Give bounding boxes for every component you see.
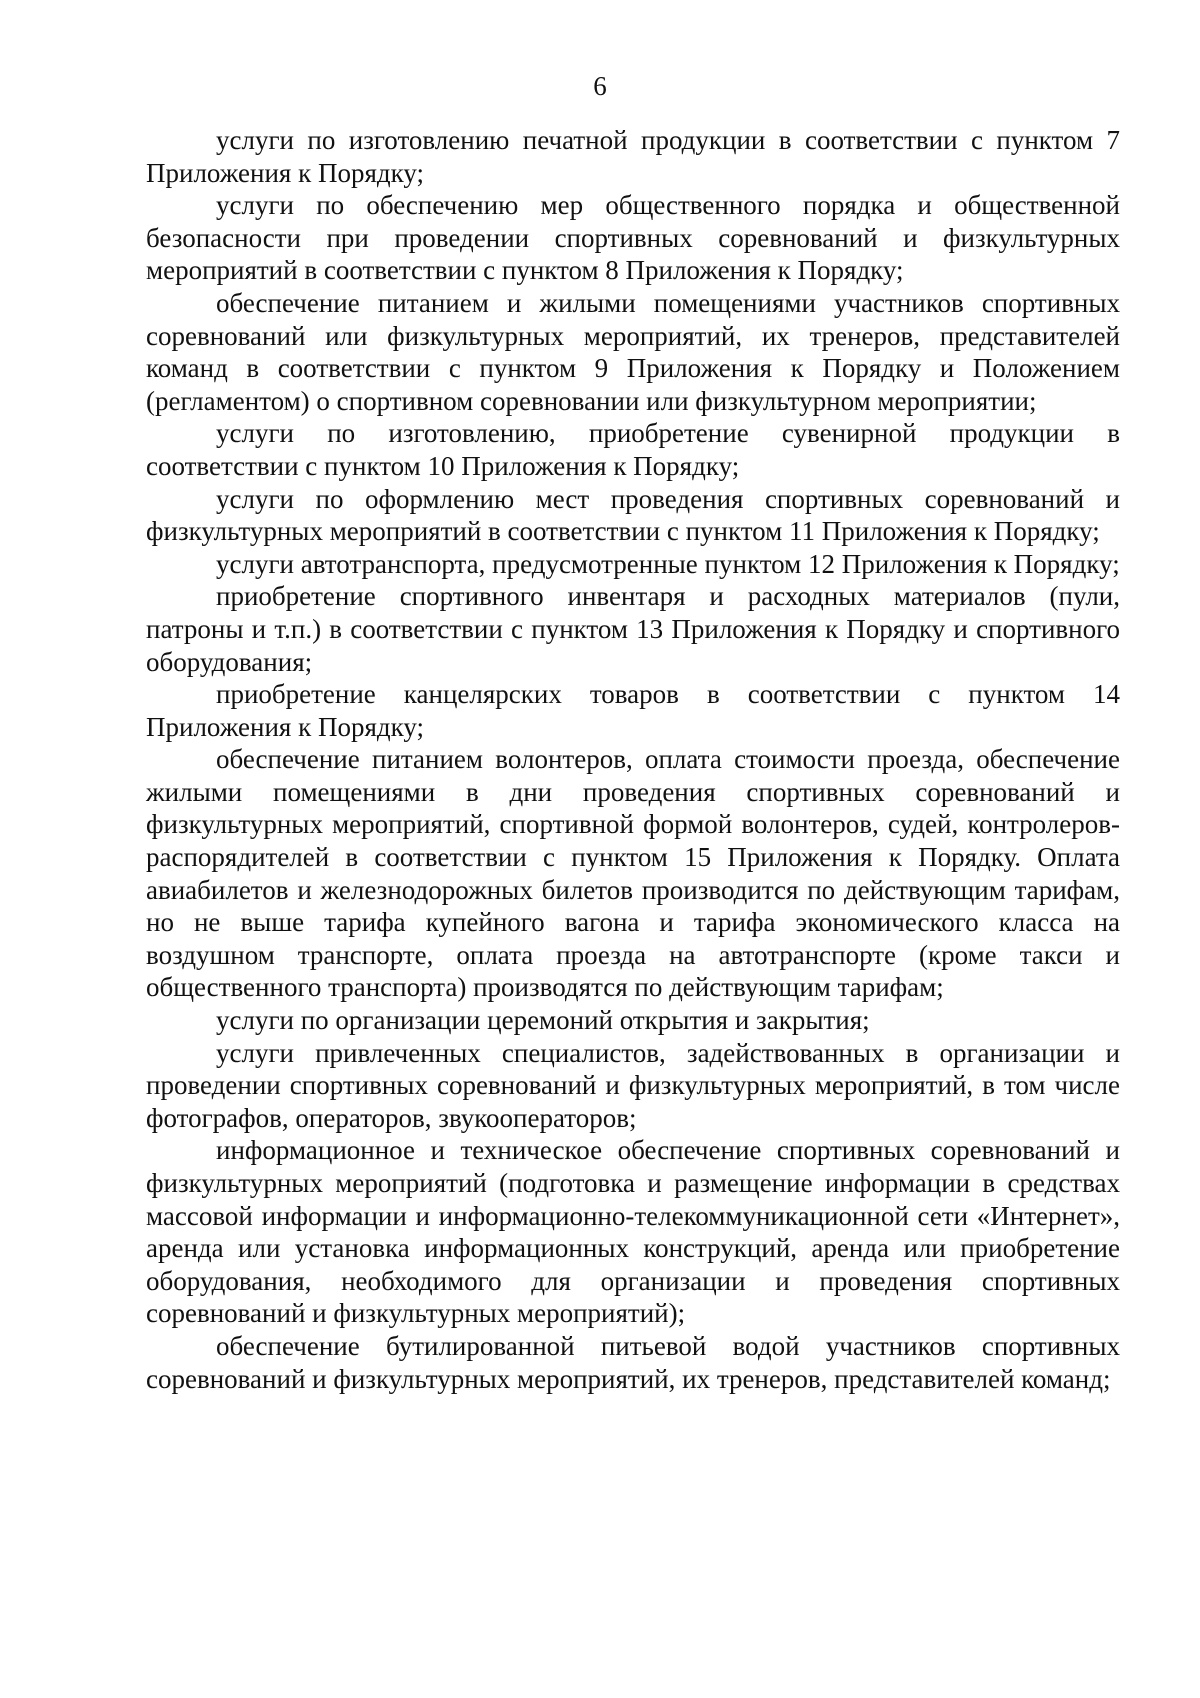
- paragraph: услуги по изготовлению, приобретение сувенирной продукции в соответствии с пунктом 10 Приложения к Порядку;: [146, 418, 1120, 481]
- paragraph: услуги по обеспечению мер общественного порядка и общественной безопасности при проведении спортивных соревнований и физкультурных мероприятий в соответствии с пунктом 8 Приложения к Порядку;: [146, 190, 1120, 286]
- paragraph: обеспечение бутилированной питьевой водой участников спортивных соревнований и физкультурных мероприятий, их тренеров, представителей команд;: [146, 1330, 1120, 1394]
- paragraph: услуги по организации церемоний открытия и закрытия;: [216, 1005, 870, 1036]
- paragraph: услуги привлеченных специалистов, задействованных в организации и проведении спортивных соревнований и физкультурных мероприятий, в том числе фотографов, операторов, звукооператоров;: [146, 1037, 1120, 1133]
- paragraph: приобретение спортивного инвентаря и расходных материалов (пули, патроны и т.п.) в соответствии с пунктом 13 Приложения к Порядку и спортивного оборудования;: [146, 581, 1120, 677]
- paragraph: услуги автотранспорта, предусмотренные пунктом 12 Приложения к Порядку;: [216, 548, 1120, 579]
- document-body: [146, 124, 1120, 1395]
- paragraph: услуги по изготовлению печатной продукции в соответствии с пунктом 7 Приложения к Порядку;: [146, 125, 1120, 188]
- paragraph: обеспечение питанием и жилыми помещениями участников спортивных соревнований или физкультурных мероприятий, их тренеров, представителей команд в соответствии с пунктом 9 Приложения к Порядку и Положением (регламентом) о спортивном соревновании или физкультурном мероприятии;: [146, 287, 1120, 416]
- paragraph: услуги по оформлению мест проведения спортивных соревнований и физкультурных мероприятий в соответствии с пунктом 11 Приложения к Порядку;: [146, 483, 1120, 547]
- paragraph: приобретение канцелярских товаров в соответствии с пунктом 14 Приложения к Порядку;: [146, 679, 1120, 742]
- page-number: 6: [593, 71, 607, 101]
- paragraph: обеспечение питанием волонтеров, оплата стоимости проезда, обеспечение жилыми помещениями в дни проведения спортивных соревнований и физкультурных мероприятий, спортивной формой волонтеров, судей, контролеров-распорядителей в соответствии с пунктом 15 Приложения к Порядку. Оплата авиабилетов и железнодорожных билетов производится по действующим тарифам, но не выше тарифа купейного вагона и тарифа экономического класса на воздушном транспорте, оплата проезда на автотранспорте (кроме такси и общественного транспорта) производятся по действующим тарифам;: [146, 744, 1120, 1003]
- paragraph: информационное и техническое обеспечение спортивных соревнований и физкультурных мероприятий (подготовка и размещение информации в средствах массовой информации и информационно-телекоммуникационной сети «Интернет», аренда или установка информационных конструкций, аренда или приобретение оборудования, необходимого для организации и проведения спортивных соревнований и физкультурных мероприятий);: [146, 1135, 1120, 1329]
